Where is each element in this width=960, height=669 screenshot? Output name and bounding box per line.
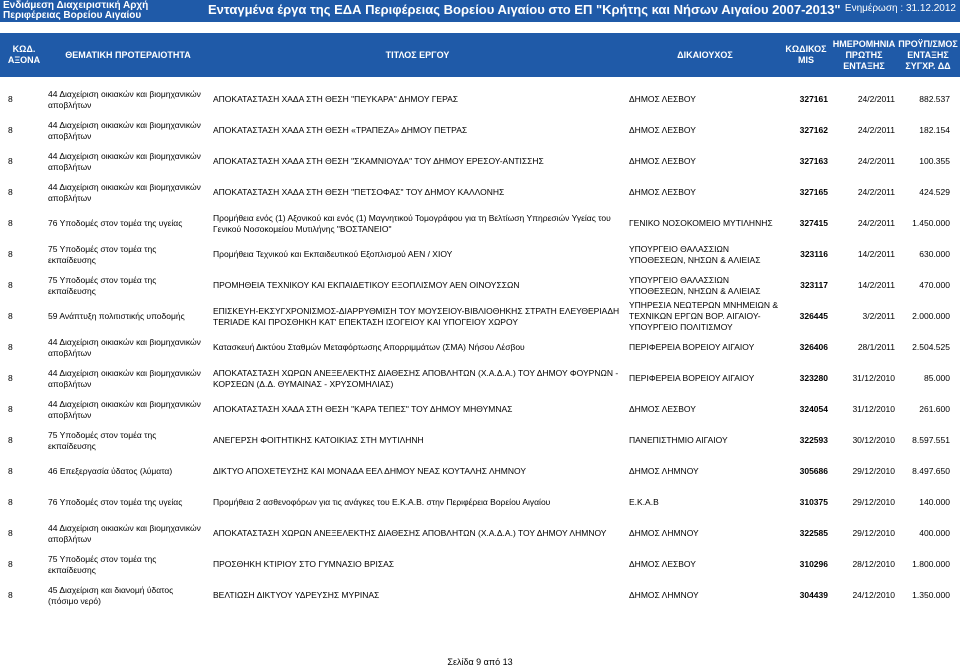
row-code-text: 8 xyxy=(8,94,13,104)
row-date xyxy=(836,518,895,549)
row-date xyxy=(836,177,895,208)
header-beneficiary: ΔΙΚΑΙΟΥΧΟΣ xyxy=(677,49,733,60)
row-code-text: 8 xyxy=(8,249,13,259)
row-title-text: ΠΡΟΜΗΘΕΙΑ ΤΕΧΝΙΚΟΥ ΚΑΙ ΕΚΠΑΙΔΕΤΙΚΟΥ ΕΞΟΠΛΙΣΜΟΥ ΑΕΝ ΟΙΝΟΥΣΣΩΝ xyxy=(213,280,520,290)
row-amount-text: 400.000 xyxy=(919,528,950,538)
row-amount-text: 261.600 xyxy=(919,404,950,414)
row-title-text: ΑΝΕΓΕΡΣΗ ΦΟΙΤΗΤΙΚΗΣ ΚΑΤΟΙΚΙΑΣ ΣΤΗ ΜΥΤΙΛΗΝΗ xyxy=(213,435,424,445)
row-theme-text: 76 Υποδομές στον τομέα της υγείας xyxy=(48,218,183,228)
row-code xyxy=(8,580,38,611)
row-amount-text: 182.154 xyxy=(919,125,950,135)
row-theme-text: 44 Διαχείριση οικιακών και βιομηχανικών αποβλήτων xyxy=(48,367,201,389)
row-beneficiary xyxy=(629,146,781,177)
row-mis-text: 310296 xyxy=(799,559,828,569)
row-theme xyxy=(48,270,203,301)
projects-table xyxy=(0,84,960,611)
authority-name xyxy=(3,1,148,21)
row-theme-text: 44 Διαχείριση οικιακών και βιομηχανικών αποβλήτων xyxy=(48,181,201,203)
row-amount xyxy=(897,487,950,518)
row-theme xyxy=(48,332,203,363)
row-theme xyxy=(48,580,203,611)
row-mis-text: 304439 xyxy=(799,590,828,600)
table-row xyxy=(0,487,960,518)
row-theme-text: 75 Υποδομές στον τομέα της εκπαίδευσης xyxy=(48,553,157,575)
row-beneficiary-text: ΔΗΜΟΣ ΛΕΣΒΟΥ xyxy=(629,404,696,414)
row-mis xyxy=(787,549,828,580)
row-title xyxy=(213,332,623,363)
row-code-text: 8 xyxy=(8,311,13,321)
row-date xyxy=(836,146,895,177)
row-code-text: 8 xyxy=(8,280,13,290)
row-date xyxy=(836,239,895,270)
row-mis xyxy=(787,363,828,394)
row-title xyxy=(213,146,623,177)
row-date-text: 31/12/2010 xyxy=(852,404,895,414)
row-title xyxy=(213,518,623,549)
row-date xyxy=(836,425,895,456)
row-date-text: 29/12/2010 xyxy=(852,528,895,538)
row-code-text: 8 xyxy=(8,435,13,445)
row-theme-text: 44 Διαχείριση οικιακών και βιομηχανικών αποβλήτων xyxy=(48,398,201,420)
table-row xyxy=(0,425,960,456)
row-code xyxy=(8,332,38,363)
row-amount-text: 8.497.650 xyxy=(912,466,950,476)
row-code xyxy=(8,425,38,456)
row-title xyxy=(213,301,623,332)
row-theme xyxy=(48,84,203,115)
row-amount-text: 1.800.000 xyxy=(912,559,950,569)
table-row xyxy=(0,270,960,301)
header-mis: ΚΩΔΙΚΟΣ MIS xyxy=(785,44,827,65)
row-title-text: Κατασκευή Δικτύου Σταθμών Μεταφόρτωσης Απορριμμάτων (ΣΜΑ) Νήσου Λέσβου xyxy=(213,342,525,352)
row-code-text: 8 xyxy=(8,466,13,476)
table-row xyxy=(0,332,960,363)
row-title-text: ΔΙΚΤΥΟ ΑΠΟΧΕΤΕΥΣΗΣ ΚΑΙ ΜΟΝΑΔΑ ΕΕΛ ΔΗΜΟΥ ΝΕΑΣ ΚΟΥΤΑΛΗΣ ΛΗΜΝΟΥ xyxy=(213,466,526,476)
row-date-text: 24/2/2011 xyxy=(857,156,895,166)
row-beneficiary-text: ΠΕΡΙΦΕΡΕΙΑ ΒΟΡΕΙΟΥ ΑΙΓΑΙΟΥ xyxy=(629,342,755,352)
row-theme xyxy=(48,456,203,487)
row-beneficiary-text: ΥΠΗΡΕΣΙΑ ΝΕΩΤΕΡΩΝ ΜΝΗΜΕΙΩΝ & ΤΕΧΝΙΚΩΝ ΕΡΓΩΝ ΒΟΡ. ΑΙΓΑΙΟΥ-ΥΠΟΥΡΓΕΙΟ ΠΟΛΙΤΙΣΜΟΥ xyxy=(629,300,779,332)
row-date-text: 24/2/2011 xyxy=(857,94,895,104)
header-theme: ΘΕΜΑΤΙΚΗ ΠΡΟΤΕΡΑΙΟΤΗΤΑ xyxy=(65,49,191,60)
row-theme-text: 44 Διαχείριση οικιακών και βιομηχανικών αποβλήτων xyxy=(48,150,201,172)
row-amount xyxy=(897,549,950,580)
row-mis-text: 322593 xyxy=(799,435,828,445)
table-row xyxy=(0,84,960,115)
row-theme xyxy=(48,239,203,270)
row-date xyxy=(836,115,895,146)
row-amount xyxy=(897,270,950,301)
row-amount xyxy=(897,394,950,425)
row-code xyxy=(8,84,38,115)
row-mis-text: 327165 xyxy=(799,187,828,197)
row-code-text: 8 xyxy=(8,497,13,507)
authority-line-2: Περιφέρειας Βορείου Αιγαίου xyxy=(3,10,142,21)
row-theme-text: 75 Υποδομές στον τομέα της εκπαίδευσης xyxy=(48,429,157,451)
row-code xyxy=(8,146,38,177)
row-amount xyxy=(897,115,950,146)
row-beneficiary-text: ΔΗΜΟΣ ΛΕΣΒΟΥ xyxy=(629,125,696,135)
table-row xyxy=(0,301,960,332)
row-mis xyxy=(787,518,828,549)
row-theme xyxy=(48,394,203,425)
row-beneficiary xyxy=(629,84,781,115)
row-title xyxy=(213,84,623,115)
row-beneficiary-text: ΥΠΟΥΡΓΕΙΟ ΘΑΛΑΣΣΙΩΝ ΥΠΟΘΕΣΕΩΝ, ΝΗΣΩΝ & ΑΛΙΕΙΑΣ xyxy=(629,274,761,296)
row-theme xyxy=(48,177,203,208)
row-date-text: 24/2/2011 xyxy=(857,218,895,228)
row-theme-text: 75 Υποδομές στον τομέα της εκπαίδευσης xyxy=(48,274,157,296)
row-date-text: 14/2/2011 xyxy=(857,249,895,259)
row-date xyxy=(836,456,895,487)
row-theme-text: 46 Επεξεργασία ύδατος (λύματα) xyxy=(48,466,173,476)
row-code-text: 8 xyxy=(8,528,13,538)
row-mis xyxy=(787,239,828,270)
row-theme-text: 44 Διαχείριση οικιακών και βιομηχανικών αποβλήτων xyxy=(48,336,201,358)
row-code xyxy=(8,208,38,239)
row-date-text: 29/12/2010 xyxy=(852,466,895,476)
table-header xyxy=(0,33,960,77)
row-amount-text: 140.000 xyxy=(919,497,950,507)
update-date: Ενημέρωση : 31.12.2012 xyxy=(844,3,956,14)
row-amount xyxy=(897,84,950,115)
row-amount xyxy=(897,425,950,456)
row-code xyxy=(8,363,38,394)
row-date xyxy=(836,332,895,363)
header-date: ΗΜΕΡΟΜΗΝΙΑ ΠΡΩΤΗΣ ΕΝΤΑΞΗΣ xyxy=(832,38,896,71)
row-theme xyxy=(48,301,203,332)
row-date-text: 28/12/2010 xyxy=(852,559,895,569)
row-beneficiary-text: ΠΕΡΙΦΕΡΕΙΑ ΒΟΡΕΙΟΥ ΑΙΓΑΙΟΥ xyxy=(629,373,755,383)
row-code xyxy=(8,270,38,301)
row-mis-text: 324054 xyxy=(799,404,828,414)
row-title xyxy=(213,363,623,394)
row-title xyxy=(213,549,623,580)
page-number: Σελίδα 9 από 13 xyxy=(447,657,513,667)
row-beneficiary xyxy=(629,239,781,270)
row-code-text: 8 xyxy=(8,125,13,135)
row-title-text: ΑΠΟΚΑΤΑΣΤΑΣΗ ΧΑΔΑ ΣΤΗ ΘΕΣΗ "ΠΕΤΣΟΦΑΣ" ΤΟΥ ΔΗΜΟΥ ΚΑΛΛΟΝΗΣ xyxy=(213,187,505,197)
row-beneficiary xyxy=(629,301,781,332)
row-mis xyxy=(787,332,828,363)
row-theme xyxy=(48,115,203,146)
row-beneficiary xyxy=(629,456,781,487)
row-beneficiary-text: ΓΕΝΙΚΟ ΝΟΣΟΚΟΜΕΙΟ ΜΥΤΙΛΗΝΗΣ xyxy=(629,218,773,228)
row-mis-text: 327161 xyxy=(799,94,828,104)
row-mis xyxy=(787,301,828,332)
table-row xyxy=(0,208,960,239)
row-code xyxy=(8,456,38,487)
authority-line-1: Ενδιάμεση Διαχειριστική Αρχή xyxy=(3,0,149,11)
row-theme-text: 44 Διαχείριση οικιακών και βιομηχανικών αποβλήτων xyxy=(48,88,201,110)
table-row xyxy=(0,456,960,487)
row-title-text: ΑΠΟΚΑΤΑΣΤΑΣΗ ΧΩΡΩΝ ΑΝΕΞΕΛΕΚΤΗΣ ΔΙΑΘΕΣΗΣ ΑΠΟΒΛΗΤΩΝ (Χ.Α.Δ.Α.) ΤΟΥ ΔΗΜΟΥ ΦΟΥΡΝΩΝ - ΚΟΡΣΕΩΝ (Δ.Δ. ΘΥΜΑΙΝΑΣ - ΧΡΥΣΟΜΗΛΙΑΣ) xyxy=(213,367,619,389)
row-beneficiary-text: ΔΗΜΟΣ ΛΕΣΒΟΥ xyxy=(629,187,696,197)
row-date xyxy=(836,208,895,239)
table-row xyxy=(0,115,960,146)
table-row xyxy=(0,363,960,394)
row-theme xyxy=(48,518,203,549)
row-theme xyxy=(48,487,203,518)
row-code xyxy=(8,394,38,425)
row-title xyxy=(213,425,623,456)
row-title xyxy=(213,239,623,270)
row-amount-text: 630.000 xyxy=(919,249,950,259)
row-amount-text: 424.529 xyxy=(919,187,950,197)
row-beneficiary xyxy=(629,332,781,363)
row-title-text: ΕΠΙΣΚΕΥΗ-ΕΚΣΥΓΧΡΟΝΙΣΜΟΣ-ΔΙΑΡΡΥΘΜΙΣΗ ΤΟΥ ΜΟΥΣΕΙΟΥ-ΒΙΒΛΙΟΘΗΚΗΣ ΣΤΡΑΤΗ ΕΛΕΥΘΕΡΙΑΔΗ TERIADE ΚΑΙ ΠΡΟΣΘΗΚΗ ΚΑΤ' ΕΠΕΚΤΑΣΗ ΙΣΟΓΕΙΟΥ ΚΑΙ ΥΠΟΓΕΙΟΥ ΧΩΡΟΥ xyxy=(213,305,620,327)
row-mis xyxy=(787,84,828,115)
row-date-text: 24/12/2010 xyxy=(852,590,895,600)
row-code-text: 8 xyxy=(8,373,13,383)
row-amount-text: 882.537 xyxy=(919,94,950,104)
row-date xyxy=(836,84,895,115)
row-date-text: 3/2/2011 xyxy=(862,311,895,321)
row-code xyxy=(8,487,38,518)
row-title-text: Προμήθεια Τεχνικού και Εκπαιδευτικού Εξοπλισμού ΑΕΝ / ΧΙΟΥ xyxy=(213,249,453,259)
row-title-text: ΒΕΛΤΙΩΣΗ ΔΙΚΤΥΟΥ ΥΔΡΕΥΣΗΣ ΜΥΡΙΝΑΣ xyxy=(213,590,380,600)
row-amount xyxy=(897,177,950,208)
header-title: ΤΙΤΛΟΣ ΕΡΓΟΥ xyxy=(385,49,450,60)
row-amount xyxy=(897,239,950,270)
row-code-text: 8 xyxy=(8,404,13,414)
row-beneficiary xyxy=(629,115,781,146)
row-beneficiary xyxy=(629,487,781,518)
row-title xyxy=(213,394,623,425)
row-amount-text: 100.355 xyxy=(919,156,950,166)
row-date-text: 30/12/2010 xyxy=(852,435,895,445)
table-row xyxy=(0,177,960,208)
row-beneficiary xyxy=(629,363,781,394)
row-beneficiary-text: ΔΗΜΟΣ ΛΕΣΒΟΥ xyxy=(629,559,696,569)
row-beneficiary-text: Ε.Κ.Α.Β xyxy=(629,497,659,507)
row-beneficiary xyxy=(629,549,781,580)
row-code-text: 8 xyxy=(8,342,13,352)
row-title-text: ΑΠΟΚΑΤΑΣΤΑΣΗ ΧΩΡΩΝ ΑΝΕΞΕΛΕΚΤΗΣ ΔΙΑΘΕΣΗΣ ΑΠΟΒΛΗΤΩΝ (Χ.Α.Δ.Α.) ΤΟΥ ΔΗΜΟΥ ΛΗΜΝΟΥ xyxy=(213,528,607,538)
row-mis xyxy=(787,115,828,146)
row-mis xyxy=(787,146,828,177)
row-date xyxy=(836,270,895,301)
row-mis-text: 327162 xyxy=(799,125,828,135)
row-code-text: 8 xyxy=(8,559,13,569)
row-theme-text: 45 Διαχείριση και διανομή ύδατος (πόσιμο νερό) xyxy=(48,584,174,606)
row-code-text: 8 xyxy=(8,187,13,197)
row-beneficiary-text: ΥΠΟΥΡΓΕΙΟ ΘΑΛΑΣΣΙΩΝ ΥΠΟΘΕΣΕΩΝ, ΝΗΣΩΝ & ΑΛΙΕΙΑΣ xyxy=(629,243,761,265)
row-mis xyxy=(787,208,828,239)
row-amount-text: 2.000.000 xyxy=(912,311,950,321)
row-title-text: ΑΠΟΚΑΤΑΣΤΑΣΗ ΧΑΔΑ ΣΤΗ ΘΕΣΗ "ΣΚΑΜΝΙΟΥΔΑ" ΤΟΥ ΔΗΜΟΥ ΕΡΕΣΟΥ-ΑΝΤΙΣΣΗΣ xyxy=(213,156,544,166)
row-beneficiary xyxy=(629,580,781,611)
row-date-text: 24/2/2011 xyxy=(857,187,895,197)
row-code xyxy=(8,115,38,146)
row-mis xyxy=(787,487,828,518)
row-amount xyxy=(897,580,950,611)
row-theme-text: 75 Υποδομές στον τομέα της εκπαίδευσης xyxy=(48,243,157,265)
row-mis xyxy=(787,425,828,456)
row-mis-text: 326406 xyxy=(799,342,828,352)
row-date-text: 28/1/2011 xyxy=(857,342,895,352)
row-mis-text: 323280 xyxy=(799,373,828,383)
row-amount xyxy=(897,456,950,487)
row-code xyxy=(8,518,38,549)
table-row xyxy=(0,580,960,611)
row-code-text: 8 xyxy=(8,156,13,166)
row-mis-text: 326445 xyxy=(799,311,828,321)
row-title xyxy=(213,177,623,208)
row-date xyxy=(836,363,895,394)
header-budget: ΠΡΟΫΠ/ΣΜΟΣ ΕΝΤΑΞΗΣ ΣΥΓΧΡ. ΔΔ xyxy=(898,38,958,71)
row-date-text: 29/12/2010 xyxy=(852,497,895,507)
row-theme-text: 44 Διαχείριση οικιακών και βιομηχανικών αποβλήτων xyxy=(48,119,201,141)
row-beneficiary-text: ΔΗΜΟΣ ΛΗΜΝΟΥ xyxy=(629,590,699,600)
row-date xyxy=(836,394,895,425)
row-date xyxy=(836,580,895,611)
row-date xyxy=(836,549,895,580)
row-title-text: ΠΡΟΣΘΗΚΗ ΚΤΙΡΙΟΥ ΣΤΟ ΓΥΜΝΑΣΙΟ ΒΡΙΣΑΣ xyxy=(213,559,395,569)
table-row xyxy=(0,549,960,580)
row-date-text: 24/2/2011 xyxy=(857,125,895,135)
row-theme-text: 76 Υποδομές στον τομέα της υγείας xyxy=(48,497,183,507)
row-amount xyxy=(897,208,950,239)
table-row xyxy=(0,239,960,270)
row-mis-text: 310375 xyxy=(799,497,828,507)
row-title xyxy=(213,208,623,239)
row-mis xyxy=(787,270,828,301)
row-title-text: ΑΠΟΚΑΤΑΣΤΑΣΗ ΧΑΔΑ ΣΤΗ ΘΕΣΗ "ΚΑΡΑ ΤΕΠΕΣ" ΤΟΥ ΔΗΜΟΥ ΜΗΘΥΜΝΑΣ xyxy=(213,404,513,414)
row-title xyxy=(213,487,623,518)
table-row xyxy=(0,518,960,549)
row-title-text: ΑΠΟΚΑΤΑΣΤΑΣΗ ΧΑΔΑ ΣΤΗ ΘΕΣΗ «ΤΡΑΠΕΖΑ» ΔΗΜΟΥ ΠΕΤΡΑΣ xyxy=(213,125,468,135)
row-mis xyxy=(787,177,828,208)
header-code: ΚΩΔ. ΑΞΟΝΑ xyxy=(7,44,41,65)
report-title: Ενταγμένα έργα της ΕΔΑ Περιφέρειας Βορείου Αιγαίου στο ΕΠ "Κρήτης και Νήσων Αιγαίου 2007-2013" xyxy=(208,2,841,17)
row-amount-text: 85.000 xyxy=(924,373,950,383)
row-date xyxy=(836,487,895,518)
row-beneficiary xyxy=(629,177,781,208)
top-banner xyxy=(0,0,960,22)
row-title xyxy=(213,456,623,487)
row-theme-text: 59 Ανάπτυξη πολιτιστικής υποδομής xyxy=(48,311,185,321)
row-amount-text: 1.350.000 xyxy=(912,590,950,600)
row-code xyxy=(8,301,38,332)
row-date xyxy=(836,301,895,332)
row-title-text: Προμήθεια 2 ασθενοφόρων για τις ανάγκες του Ε.Κ.Α.Β. στην Περιφέρεια Βορείου Αιγαίου xyxy=(213,497,551,507)
table-row xyxy=(0,146,960,177)
row-beneficiary xyxy=(629,208,781,239)
row-amount xyxy=(897,332,950,363)
row-theme xyxy=(48,549,203,580)
row-beneficiary xyxy=(629,425,781,456)
row-amount-text: 2.504.525 xyxy=(912,342,950,352)
row-mis xyxy=(787,394,828,425)
row-beneficiary-text: ΔΗΜΟΣ ΛΕΣΒΟΥ xyxy=(629,94,696,104)
row-beneficiary-text: ΠΑΝΕΠΙΣΤΗΜΙΟ ΑΙΓΑΙΟΥ xyxy=(629,435,728,445)
row-amount xyxy=(897,518,950,549)
row-mis-text: 323116 xyxy=(800,249,828,259)
row-theme xyxy=(48,146,203,177)
row-title-text: ΑΠΟΚΑΤΑΣΤΑΣΗ ΧΑΔΑ ΣΤΗ ΘΕΣΗ "ΠΕΥΚΑΡΑ" ΔΗΜΟΥ ΓΕΡΑΣ xyxy=(213,94,459,104)
row-theme xyxy=(48,363,203,394)
row-code-text: 8 xyxy=(8,218,13,228)
row-mis xyxy=(787,580,828,611)
row-code xyxy=(8,549,38,580)
row-amount xyxy=(897,146,950,177)
row-mis xyxy=(787,456,828,487)
row-code xyxy=(8,239,38,270)
row-amount xyxy=(897,363,950,394)
row-title-text: Προμήθεια ενός (1) Αξονικού και ενός (1) Μαγνητικού Τομογράφου για τη Βελτίωση Υπηρεσιών Υγείας του Γενικού Νοσοκομείου Μυτιλήνης "ΒΟΣΤΑΝΕΙΟ" xyxy=(213,212,611,234)
row-beneficiary-text: ΔΗΜΟΣ ΛΗΜΝΟΥ xyxy=(629,466,699,476)
row-theme-text: 44 Διαχείριση οικιακών και βιομηχανικών αποβλήτων xyxy=(48,522,201,544)
row-beneficiary-text: ΔΗΜΟΣ ΛΕΣΒΟΥ xyxy=(629,156,696,166)
row-mis-text: 323117 xyxy=(800,280,828,290)
row-amount-text: 470.000 xyxy=(919,280,950,290)
row-title xyxy=(213,580,623,611)
row-theme xyxy=(48,208,203,239)
row-code xyxy=(8,177,38,208)
row-mis-text: 322585 xyxy=(799,528,828,538)
row-title xyxy=(213,270,623,301)
row-theme xyxy=(48,425,203,456)
row-code-text: 8 xyxy=(8,590,13,600)
row-date-text: 31/12/2010 xyxy=(852,373,895,383)
row-mis-text: 327415 xyxy=(799,218,828,228)
row-mis-text: 305686 xyxy=(799,466,828,476)
row-amount-text: 8.597.551 xyxy=(912,435,950,445)
row-amount xyxy=(897,301,950,332)
row-beneficiary xyxy=(629,394,781,425)
row-beneficiary-text: ΔΗΜΟΣ ΛΗΜΝΟΥ xyxy=(629,528,699,538)
table-row xyxy=(0,394,960,425)
row-beneficiary xyxy=(629,270,781,301)
row-title xyxy=(213,115,623,146)
row-mis-text: 327163 xyxy=(799,156,828,166)
row-beneficiary xyxy=(629,518,781,549)
row-date-text: 14/2/2011 xyxy=(857,280,895,290)
row-amount-text: 1.450.000 xyxy=(912,218,950,228)
